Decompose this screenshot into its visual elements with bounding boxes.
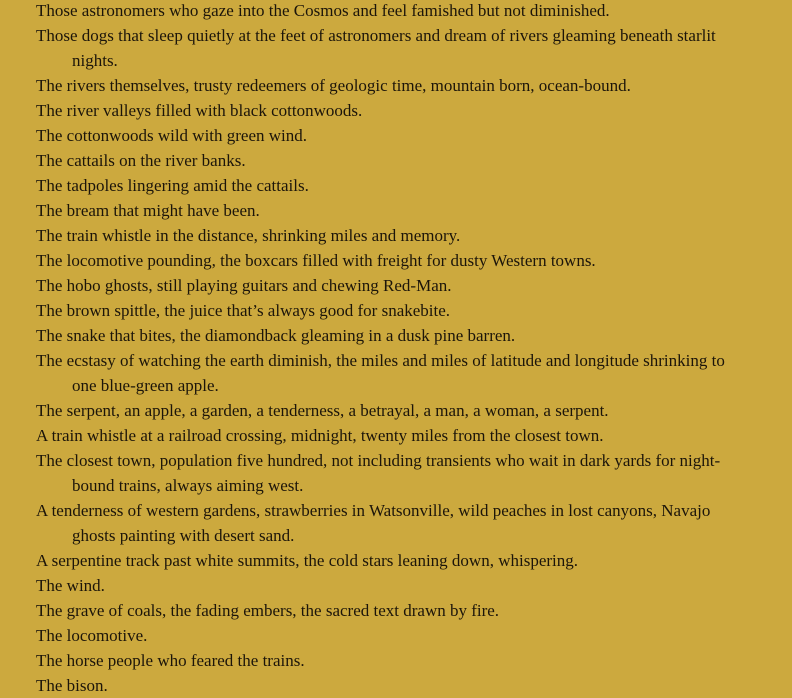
poem-line: A serpentine track past white summits, the cold stars leaning down, whispering. xyxy=(36,551,579,570)
poem-line: The wind. xyxy=(36,576,105,595)
poem-line: The hobo ghosts, still playing guitars and chewing Red-Man. xyxy=(36,276,452,295)
poem-line: The horse people who feared the trains. xyxy=(36,651,305,670)
poem-line: The rivers themselves, trusty redeemers of geologic time, mountain born, ocean-bound. xyxy=(36,76,631,95)
poem-line: The locomotive. xyxy=(36,626,148,645)
poem-line: The river valleys filled with black cottonwoods. xyxy=(36,101,363,120)
poem-line: The tadpoles lingering amid the cattails. xyxy=(36,176,309,195)
poem-line: The locomotive pounding, the boxcars filled with freight for dusty Western towns. xyxy=(36,251,596,270)
poem-line: The ecstasy of watching the earth diminish, the miles and miles of latitude and longitude shrinking to one blue-green apple. xyxy=(36,351,725,395)
poem-line: A train whistle at a railroad crossing, midnight, twenty miles from the closest town. xyxy=(36,426,604,445)
poem-line: The closest town, population five hundred, not including transients who wait in dark yards for night-bound trains, always aiming west. xyxy=(36,451,721,495)
poem-line: The grave of coals, the fading embers, the sacred text drawn by fire. xyxy=(36,601,500,620)
poem-line: The snake that bites, the diamondback gleaming in a dusk pine barren. xyxy=(36,326,516,345)
poem-line: The cattails on the river banks. xyxy=(36,151,246,170)
poem-line: Those dogs that sleep quietly at the feet of astronomers and dream of rivers gleaming beneath starlit nights. xyxy=(36,26,716,70)
poem-line: The brown spittle, the juice that’s always good for snakebite. xyxy=(36,301,451,320)
poem-line: The bream that might have been. xyxy=(36,201,260,220)
poem-text xyxy=(36,0,752,698)
poem-line: The cottonwoods wild with green wind. xyxy=(36,126,308,145)
poem-line: The serpent, an apple, a garden, a tenderness, a betrayal, a man, a woman, a serpent. xyxy=(36,401,609,420)
poem-line: A tenderness of western gardens, strawberries in Watsonville, wild peaches in lost canyons, Navajo ghosts painting with desert sand. xyxy=(36,501,711,545)
poem-line: The bison. xyxy=(36,676,108,695)
poem-line: Those astronomers who gaze into the Cosmos and feel famished but not diminished. xyxy=(36,1,610,20)
poem-line: The train whistle in the distance, shrinking miles and memory. xyxy=(36,226,461,245)
